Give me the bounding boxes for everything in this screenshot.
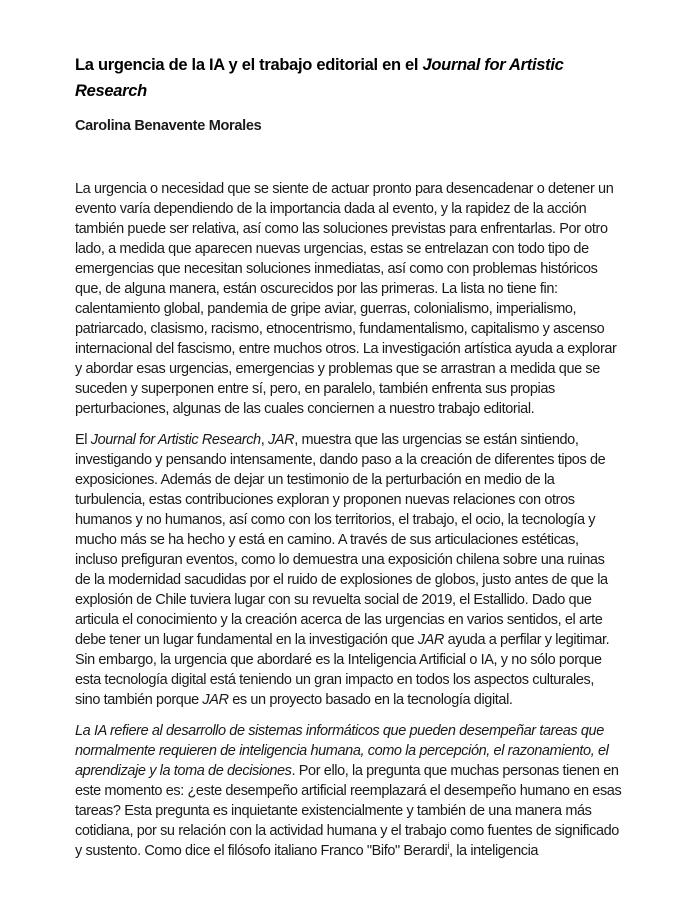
text-run: JAR <box>267 432 295 448</box>
text-run: La IA refiere al desarrollo de sistemas informáticos que pueden desempeñar tareas que normalmente requieren de inteligencia humana, como la percepción, el razonamiento, el aprendizaje y la toma de decisiones <box>75 723 609 779</box>
text-run: Journal for Artistic Research <box>75 56 564 100</box>
text-run: , muestra que las urgencias se están sintiendo, investigando y pensando intensamente, dando paso a la creación de diferentes tipos de exposiciones. Además de dejar un testimonio de la perturbación en medio de la turbulencia, estas contribuciones exploran y proponen nuevas relaciones con otros humanos y no humanos, así como con los territorios, el trabajo, el ocio, la tecnología y mucho más se ha hecho y está en camino. A través de sus articulaciones estéticas, incluso prefiguran eventos, como lo demuestra una exposición chilena sobre una ruinas de la modernidad sacudidas por el ruido de explosiones de globos, justo antes de que la explosión de Chile tuviera lugar con su revuelta social de 2019, el Estallido. Dado que articula el conocimiento y la creación acerca de las urgencias en varios sentidos, el arte debe tener un lugar fundamental en la investigación que <box>75 432 608 648</box>
text-run: i <box>447 841 449 852</box>
text-run: La urgencia o necesidad que se siente de actuar pronto para desencadenar o detener un evento varía dependiendo de la importancia dada al evento, y la rapidez de la acción también puede ser relativa, así como las soluciones previstas para enfrentarlas. Por otro lado, a medida que aparecen nuevas urgencias, estas se entrelazan con todo tipo de emergencias que necesitan soluciones inmediatas, así como con problemas históricos que, de alguna manera, están oscurecidos por las primeras. La lista no tiene fin: calentamiento global, pandemia de gripe aviar, guerras, colonialismo, imperialismo, patriarcado, clasismo, racismo, etnocentrismo, fundamentalismo, capitalismo y ascenso internacional del fascismo, entre muchos otros. La investigación artística ayuda a explorar y abordar esas urgencias, emergencias y problemas que se arrastran a medida que se suceden y superponen entre sí, pero, en paralelo, también enfrenta sus propias perturbaciones, algunas de las cuales conciernen a nuestro trabajo editorial. <box>75 181 617 417</box>
text-run: La urgencia de la IA y el trabajo editorial en el <box>75 56 423 74</box>
text-run: es un proyecto basado en la tecnología digital. <box>228 692 513 708</box>
text-run: , <box>260 432 268 448</box>
text-run: Journal for Artistic Research <box>90 432 261 448</box>
author-name: Carolina Benavente Morales <box>75 118 262 134</box>
text-run: JAR <box>202 692 229 708</box>
paragraph <box>75 179 622 419</box>
paragraph <box>75 430 622 710</box>
text-run: JAR <box>417 632 444 648</box>
text-run: ayuda a perfilar y legitimar. Sin embargo, la urgencia que abordaré es la Inteligencia Artificial o IA, y no sólo porque esta tecnología digital está teniendo un gran impacto en todos los aspectos culturales, sino también porque <box>75 632 610 708</box>
document-title <box>75 52 622 104</box>
document-body <box>75 179 622 861</box>
text-run: . Por ello, la pregunta que muchas personas tienen en este momento es: ¿este desempeño artificial reemplazará el desempeño humano en esas tareas? Esta pregunta es inquietante existencialmente y también de una manera más cotidiana, por su relación con la actividad humana y el trabajo como fuentes de significado y sustento. Como dice el filósofo italiano Franco "Bifo" Berardi <box>75 763 622 859</box>
paragraph <box>75 721 622 861</box>
text-run: El <box>75 432 91 448</box>
text-run: , la inteligencia <box>448 843 539 859</box>
